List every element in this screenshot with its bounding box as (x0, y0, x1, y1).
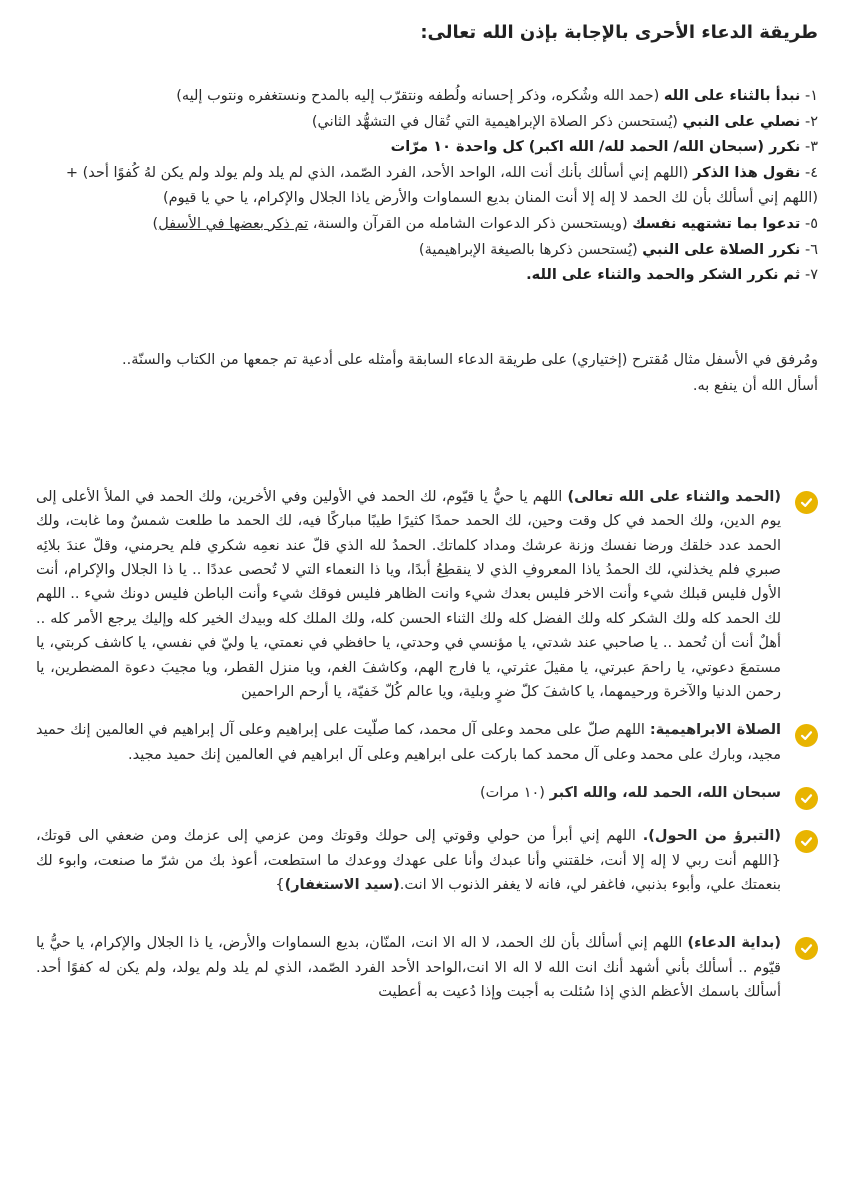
step-number: ٦- (800, 241, 818, 258)
step-detail: (حمد الله وشُكره، وذكر إحسانه ولُطفه ونتقرّب إليه بالمدح ونستغفره ونتوب إليه) (176, 88, 664, 104)
step-item (36, 238, 818, 264)
dua-item (36, 781, 818, 810)
dua-heading: الصلاة الابراهيمية: (649, 722, 781, 739)
dua-item (36, 718, 818, 767)
step-heading: نكرر الصلاة على النبي (642, 241, 801, 258)
dua-label: (سيد الاستغفار) (284, 877, 400, 894)
dua-item (36, 824, 818, 897)
dua-list (36, 485, 818, 1005)
check-circle-icon (795, 724, 818, 747)
step-heading: نصلي على النبي (682, 113, 801, 130)
dua-heading: سبحان الله، الحمد لله، والله اكبر (549, 785, 781, 802)
dua-text (36, 781, 781, 805)
step-detail: (يُستحسن ذكر الصلاة الإبراهيمية التي تُقال في التشهُّد الثاني) (311, 113, 683, 130)
dua-item (36, 485, 818, 705)
dua-text (36, 485, 781, 705)
step-heading: نكرر (سبحان الله/ الحمد لله/ الله اكبر) كل واحدة ١٠ مرّات (390, 139, 801, 156)
dua-text (36, 718, 781, 767)
step-heading: نبدأ بالثناء على الله (663, 88, 801, 104)
step-item (36, 212, 818, 238)
step-number: ٧- (800, 267, 818, 284)
page-title: طريقة الدعاء الأحرى بالإجابة بإذن الله تعالى: (420, 22, 818, 43)
dua-item (36, 931, 818, 1004)
dua-text (36, 931, 781, 1004)
dua-body: (١٠ مرات) (479, 785, 550, 802)
dua-body: اللهم إني أسألك بأن لك الحمد، لا اله الا انت، المنّان، بديع السماوات والأرض، يا ذا الجلال والإكرام، يا حيُّ يا قيّوم .. أسألك بأني أشهد أنك انت الله لا اله الا انت،الواحد الأحد الفرد الصّمد، الذي لم يلد ولم يولد، ولم يكن له كفوًا أحد. أسألك باسمك الأعظم الذي إذا سُئلت به أجبت وإذا دُعيت به أعطيت (36, 935, 781, 1001)
check-circle-icon (795, 830, 818, 853)
step-detail: (اللهم إني أسألك بأنك أنت الله، الواحد الأحد، الفرد الصّمد، الذي لم يلد ولم يولد ولم يكن لهُ كُفوًا أحد) + (اللهم إني أسألك بأن لك الحمد لا إله إلا أنت المنان بديع السماوات والأرض ياذا الجلال والإكرام، يا حي يا قيوم) (65, 164, 818, 207)
step-number: ٤- (800, 164, 818, 181)
step-number: ٥- (800, 215, 818, 232)
step-underlined-note: تم ذكر بعضها في الأسفل (158, 215, 309, 232)
check-circle-icon (795, 491, 818, 514)
step-detail: (ويستحسن ذكر الدعوات الشامله من القرآن والسنة، (308, 215, 633, 232)
step-detail-tail: ) (152, 215, 159, 232)
step-number: ٢- (800, 113, 818, 130)
step-item (36, 161, 818, 212)
dua-body: اللهم إني أبرأ من حولي وقوتي إلى حولك وقوتك ومن عزمي إلى عزمك ومن ضعفي الى قوتك، {اللهم أنت ربي لا إله إلا أنت، خلقتني وأنا عبدك وأنا على عهدك ووعدك ما استطعت، أعوذ بك من شرّ ما صنعت، وابوء لك بنعمتك علي، وأبوء بذنبي، فاغفر لي، فانه لا يغفر الذنوب الا انت. (36, 828, 781, 894)
intro-note (36, 347, 818, 399)
step-item (36, 135, 818, 161)
steps-list (36, 84, 818, 289)
intro-note-line: ومُرفق في الأسفل مثال مُقترح (إختياري) على طريقة الدعاء السابقة وأمثله على أدعية تم جمعها من الكتاب والسنّة.. (122, 351, 818, 368)
step-detail: (يُستحسن ذكرها بالصيغة الإبراهيمية) (418, 241, 643, 258)
step-number: ٣- (800, 139, 818, 156)
step-heading: ثم نكرر الشكر والحمد والثناء على الله. (526, 267, 801, 284)
dua-body-tail: } (275, 877, 285, 894)
check-circle-icon (795, 787, 818, 810)
intro-note-line: أسأل الله أن ينفع به. (692, 377, 818, 394)
step-heading: تدعوا بما تشتهيه نفسك (632, 215, 801, 232)
dua-heading: (التبرؤ من الحول). (642, 828, 781, 845)
step-item (36, 84, 818, 110)
step-item (36, 110, 818, 136)
dua-heading: (الحمد والثناء على الله تعالى) (567, 488, 782, 505)
step-item (36, 263, 818, 289)
dua-heading: (بداية الدعاء) (687, 935, 781, 952)
dua-body: اللهم يا حيُّ يا قيّوم، لك الحمد في الأولين وفي الأخرين، ولك الحمد في الملأ الأعلى إلى يوم الدين، ولك الحمد في كل وقت وحين، لك الحمد حمدًا كثيرًا طيبًا مباركًا فيه، لك الحمد ما طلعت شمسٌ وما غابت، ولك الحمد عدد خلقك ورضا نفسك وزنة عرشك ومداد كلماتك. الحمدُ لله الذي قلّ عند نعمِه شكري فلم يحرمني، وقلّ عندَ بلائِه صبري فلم يخذلني، لك الحمدُ ياذا المعروفِ الذي لا ينقطِعُ أبدًا، ويا ذا النعماء التي لا تُحصى عددًا .. يا ذا الجلال والإكرام، أنت الأول فليس قبلك شيء وأنت الاخر فليس بعدك شيء وانت الظاهر فليس فوقك شيء وأنت الباطن فليس دونك شيء .. اللهم لك الحمد كله ولك الشكر كله ولك الفضل كله ولك الثناء الحسن كله، ولك الملك كله وبيدك الخير كله وإليك يرجع الأمر كله .. أهلٌ أنت أن تُحمد .. يا صاحبي عند شدتي، يا مؤنسي في وحدتي، يا حافظي في نعمتي، يا وليّ في نفسي، يا كاشف كربتي، يا مستمعَ دعوتي، يا راحمَ عبرتي، يا مقيلَ عثرتي، يا فارج الهم، وكاشفَ الغم، ويا منزل القطر، ويا مجيبَ دعوة المضطرين، يا رحمن الدنيا والآخرة ورحيمهما، يا كاشفَ كلّ ضرٍ وبلية، ويا عالم كُلّ خَفيّة، يا أرحم الراحمين (36, 488, 781, 700)
step-heading: نقول هذا الذكر (693, 164, 801, 181)
step-number: ١- (800, 88, 818, 104)
dua-body: اللهم صلّ على محمد وعلى آل محمد، كما صلّيت على إبراهيم وعلى آل إبراهيم في العالمين إنك حميد مجيد، وبارك على محمد وعلى آل محمد كما باركت على ابراهيم وعلى آل ابراهيم في العالمين إنك حميد مجيد. (36, 722, 781, 763)
dua-text (36, 824, 781, 897)
check-circle-icon (795, 937, 818, 960)
